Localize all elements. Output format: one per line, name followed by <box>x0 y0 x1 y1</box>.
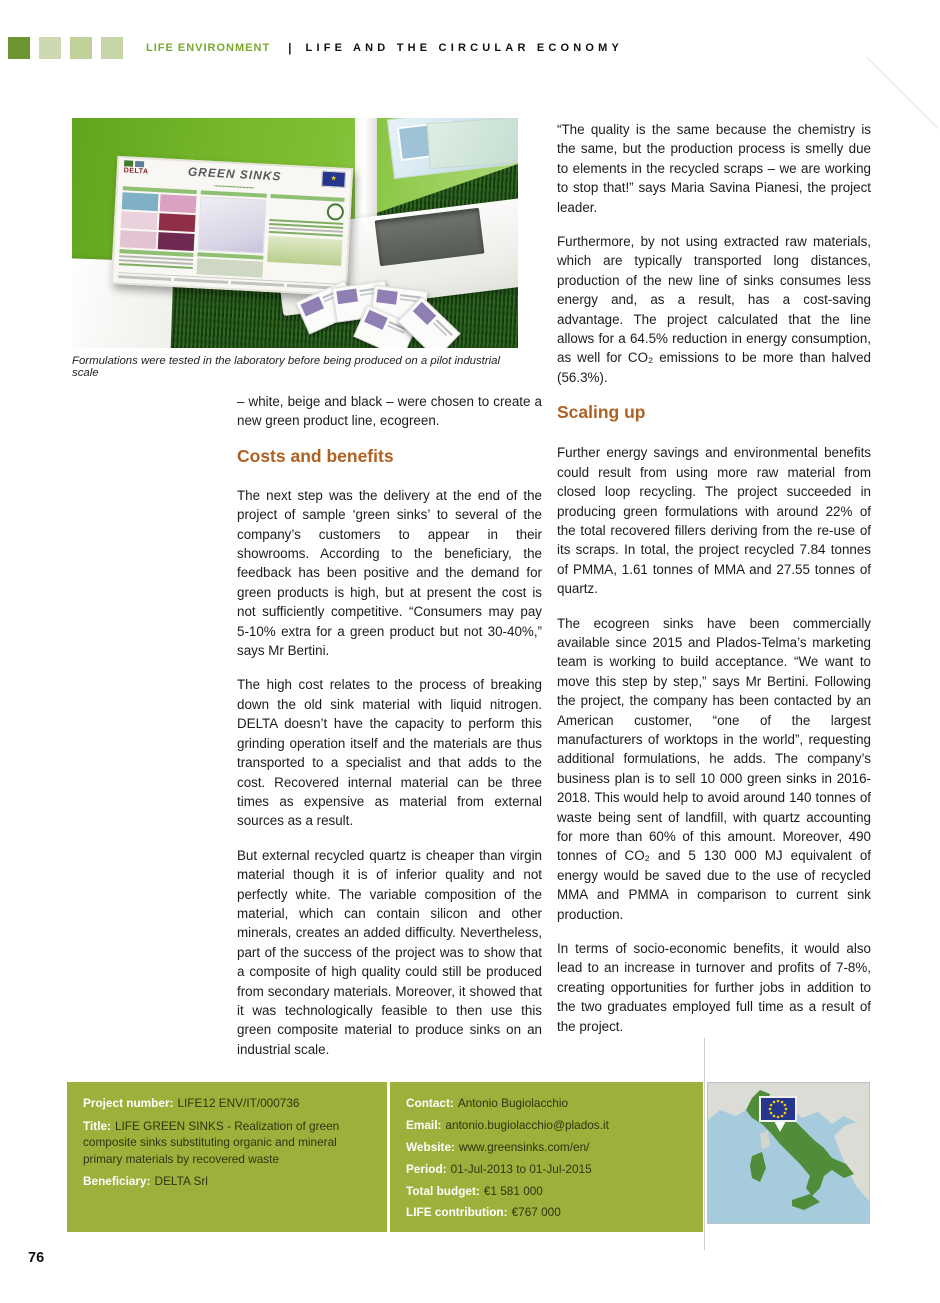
project-info-left <box>67 1082 387 1232</box>
paragraph: The next step was the delivery at the end of the project of sample ‘green sinks’ to several of the company’s customers to appear in their showrooms. According to the beneficiary, the feedback has been positive and the demand for green products is high, but at present the cost is not sufficiently competitive. “Consumers may pay 5-10% extra for a green product but not 30-40%,” says Mr Bertini. <box>237 487 542 659</box>
page-number: 76 <box>28 1250 45 1266</box>
poster-strip-photo <box>196 258 263 277</box>
header-square-1 <box>8 37 30 59</box>
contact-label: Contact: <box>406 1096 454 1110</box>
article-right-column <box>557 120 871 1051</box>
beneficiary-row <box>83 1173 371 1190</box>
page-fold-line <box>866 57 937 128</box>
life-contribution-value: €767 000 <box>511 1205 561 1220</box>
paragraph: In terms of socio-economic benefits, it would also lead to an increase in turnover and profits of 7-8%, creating opportunities for further jobs in addition to the two graduates employed full time as a result of the project. <box>557 941 871 1034</box>
beneficiary-value: DELTA Srl <box>154 1174 208 1188</box>
section-heading-scaling: Scaling up <box>557 402 646 423</box>
poster-main-photo <box>198 196 267 253</box>
paragraph: Further energy savings and environmental benefits could result from using more raw material from closed loop recycling. The project succeeded in producing green formulations with around 22% of the total recovered fillers deriving from the re-use of its scraps. In total, the project recycled 7.84 tonnes of PMMA, 1.61 tonnes of MMA and 27.55 tonnes of quartz. <box>557 445 871 597</box>
paragraph: “The quality is the same because the chemistry is the same, but the production process is smelly due to elements in the recycled scraps – we are working to stop that!” says Maria Savina Pianesi, the project leader. <box>557 122 871 215</box>
project-number-label: Project number: <box>83 1096 174 1110</box>
section-brand: LIFE ENVIRONMENT <box>146 42 271 54</box>
paragraph: The ecogreen sinks have been commercially available since 2015 and Plados-Telma’s marketing team is working to build acceptance. “We want to move this step by step,” says Mr Bertini. Following the project, the company has been contacted by an American customer, “one of the largest manufacturers of worktops in the world”, requesting additional formulations, he adds. The company’s business plan is to sell 10 000 green sinks in 2016-2018. This would help to avoid around 140 tonnes of waste being sent of landfill, with quartz accounting for more than 60% of this amount. Moreover, 490 tonnes of CO₂ and 5 130 000 MJ equivalent of energy would be saved due to the use of recycled MMA and PMMA in comparison to current sink production. <box>557 615 871 922</box>
display-pillar <box>355 118 377 226</box>
project-title-label: Title: <box>83 1118 111 1133</box>
poster-green-sinks <box>111 156 353 296</box>
beneficiary-label: Beneficiary: <box>83 1174 151 1188</box>
website-row <box>406 1139 687 1156</box>
contact-row <box>406 1095 687 1112</box>
column-rule <box>704 1038 705 1250</box>
email-row <box>406 1117 687 1134</box>
trade-show-photo <box>72 118 518 348</box>
poster-photo-grid <box>119 186 197 274</box>
paragraph: The high cost relates to the process of breaking down the old sink material with liquid nitrogen. DELTA doesn’t have the capacity to perform this grinding operation itself and the materials are thus transported to a specialist and that adds to the cost. Recovered internal material can be three times as expensive as material from external sources as a result. <box>237 677 542 829</box>
italy-location-map <box>707 1082 870 1224</box>
project-info-box <box>67 1082 703 1232</box>
italy-map-graphic <box>708 1083 869 1223</box>
life-contribution-row <box>406 1204 687 1221</box>
website-value: www.greensinks.com/en/ <box>458 1139 590 1154</box>
email-label: Email: <box>406 1117 442 1132</box>
poster-thumbnails <box>120 192 197 251</box>
header-separator: | <box>288 41 292 55</box>
article-left-column <box>237 392 542 1074</box>
period-row <box>406 1161 687 1178</box>
delta-logo <box>124 160 155 176</box>
project-number-row <box>83 1095 371 1112</box>
chapter-title: LIFE AND THE CIRCULAR ECONOMY <box>305 42 624 54</box>
delta-logo-text: DELTA <box>123 167 149 176</box>
project-title-value: LIFE GREEN SINKS - Realization of green composite sinks substituting organic and mineral primary materials by recovered waste <box>83 1118 340 1166</box>
poster-meadow-photo <box>267 236 342 266</box>
period-value: 01-Jul-2013 to 01-Jul-2015 <box>450 1161 592 1176</box>
page-header <box>8 36 623 60</box>
header-square-3 <box>70 37 92 59</box>
photo-caption: Formulations were tested in the laboratory before being produced on a pilot industrial scale <box>72 355 501 379</box>
budget-row <box>406 1183 687 1200</box>
budget-label: Total budget: <box>406 1183 480 1198</box>
paragraph: But external recycled quartz is cheaper than virgin material though it is of inferior quality and not perfectly white. The variable composition of the material, which can contain silicon and other minerals, creates an added difficulty. Nevertheless, part of the success of the project was to show that a composite of high quality could still be produced from secondary materials. Moreover, it showed that it was technologically feasible to then use this green composite material to produce sinks on an industrial scale. <box>237 847 542 1057</box>
poster-col3-header <box>271 194 345 202</box>
paragraph: – white, beige and black – were chosen to create a new green product line, ecogreen. <box>237 394 542 429</box>
eu-flag-marker <box>760 1097 796 1121</box>
poster-subtitle-line: ▪▪▪▪▪▪▪▪▪▪▪▪▪▪▪▪▪▪▪▪▪▪▪▪▪▪▪▪ <box>214 183 255 191</box>
project-title-row <box>83 1118 371 1168</box>
poster-benefits-column <box>266 194 344 282</box>
contact-value: Antonio Bugiolacchio <box>457 1096 569 1110</box>
header-square-2 <box>39 37 61 59</box>
sink-package-box-2 <box>427 118 518 169</box>
website-label: Website: <box>406 1139 455 1154</box>
section-heading-costs: Costs and benefits <box>237 445 394 466</box>
paragraph: Furthermore, by not using extracted raw materials, which are typically transported long distances, production of the new line of sinks consumes less energy and, as a result, has a cost-saving advantage. The project calculated that the line allows for a 64.5% reduction in energy consumption, as well for CO₂ emissions to be more than halved (56.3%). <box>557 234 871 385</box>
eu-flag-icon: ★ <box>321 171 346 188</box>
poster-title: GREEN SINKS <box>187 164 282 184</box>
poster-body <box>114 184 350 282</box>
recycling-emblem-icon <box>326 203 344 221</box>
header-square-4 <box>101 37 123 59</box>
period-label: Period: <box>406 1161 447 1176</box>
budget-value: €1 581 000 <box>483 1183 543 1198</box>
project-number-value: LIFE12 ENV/IT/000736 <box>177 1096 300 1110</box>
project-info-right <box>390 1082 703 1232</box>
life-contribution-label: LIFE contribution: <box>406 1205 508 1220</box>
email-value: antonio.bugiolacchio@plados.it <box>445 1117 609 1132</box>
poster-main-image-column <box>196 190 266 277</box>
